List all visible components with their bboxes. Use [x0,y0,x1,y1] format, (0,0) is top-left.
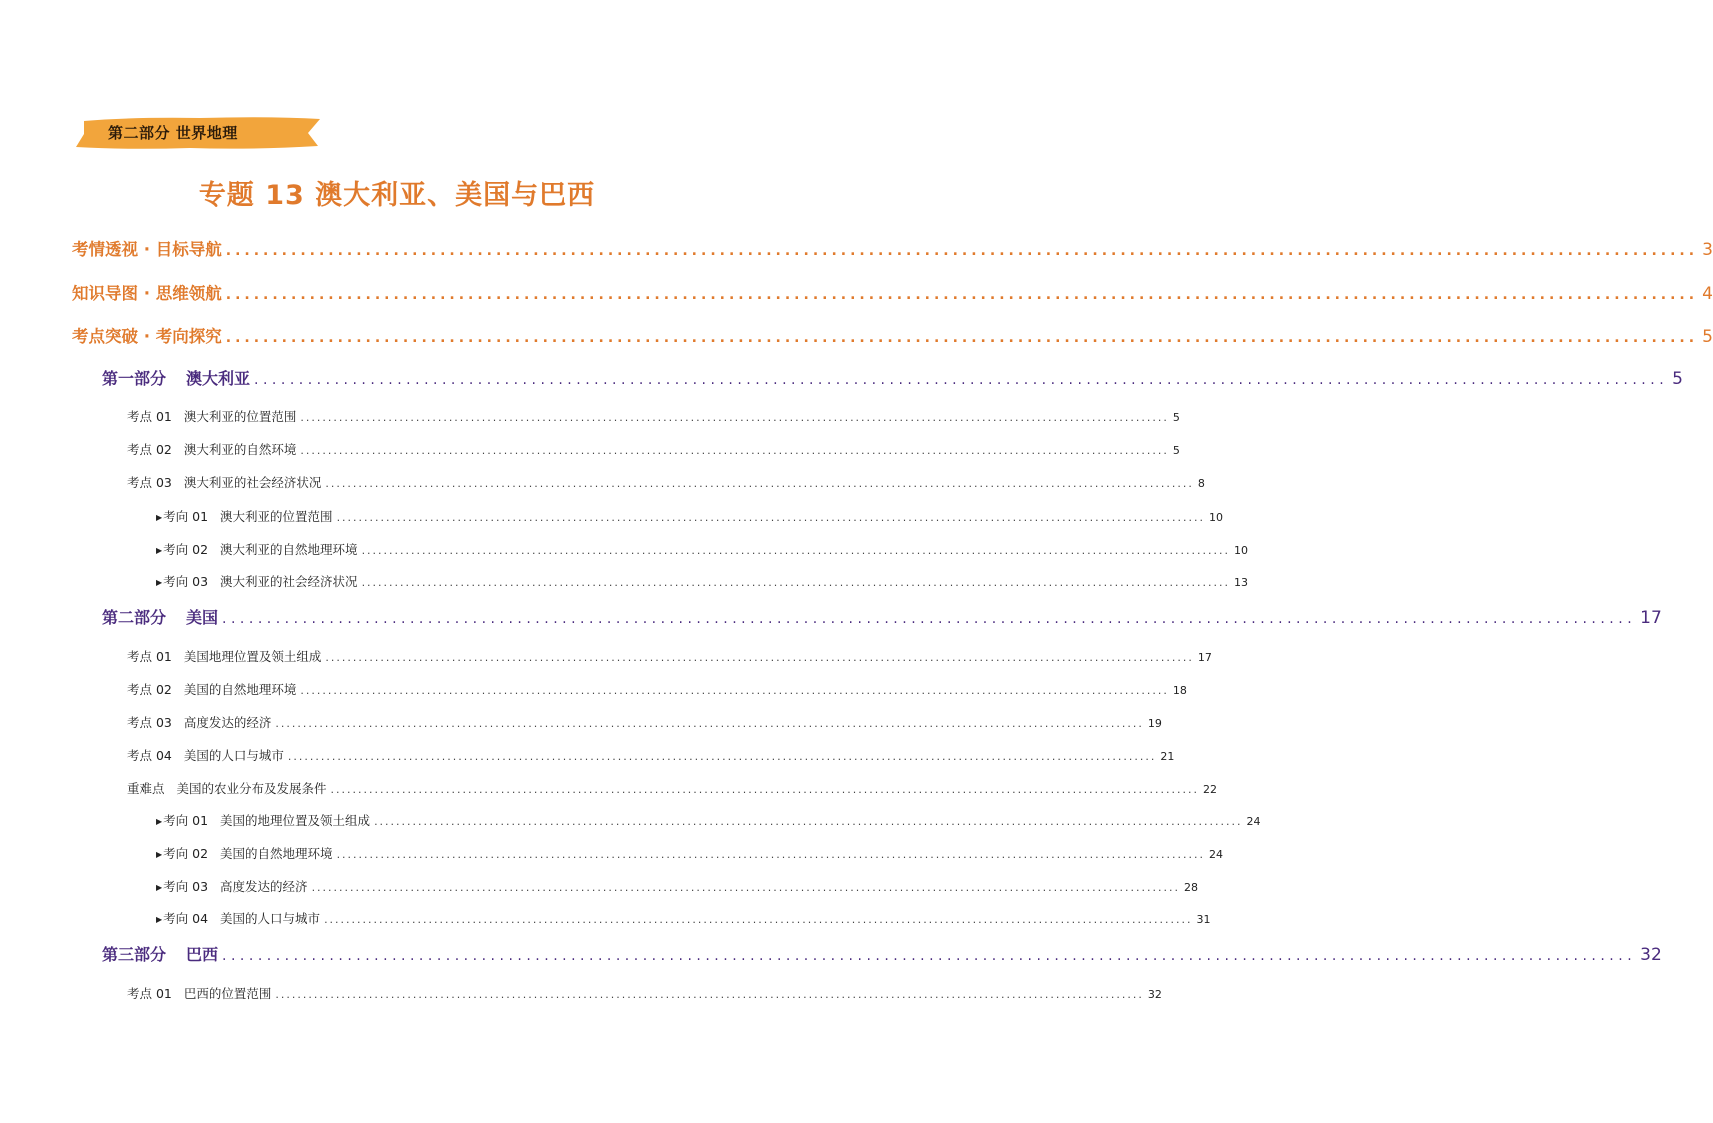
toc-leader-dots: .............................................................................................................................................................. [336,848,1206,861]
toc-entry-prefix: 考点 02 [127,442,172,457]
toc-entry-label [156,540,358,558]
toc-entry-text: 美国的人口与城市 [220,911,321,926]
toc-entry-label [156,909,320,927]
toc-entry-text: 澳大利亚的社会经济状况 [183,475,322,490]
toc-entry[interactable] [127,680,1187,698]
toc-page-number: 19 [1147,717,1162,730]
toc-entry-text: 美国的农业分布及发展条件 [176,781,327,796]
toc-entry-prefix: 考向 01 [163,509,209,524]
toc-page-number: 17 [1197,651,1212,664]
toc-leader-dots: .............................................................................................................................................................. [374,815,1243,828]
toc-entry-text: 澳大利亚 [186,369,251,388]
toc-entry-label [127,713,271,731]
toc-leader-dots: .............................................................................................................................................................. [311,881,1181,894]
toc-entry-prefix: 考点 01 [127,409,172,424]
toc-leader-dots: .............................................................................................................................................................. [300,684,1169,697]
toc-leader-dots: .............................................................................................................................................................. [361,576,1231,589]
bullet-triangle-icon: ▶ [156,883,163,892]
toc-entry-label [156,572,358,590]
toc-entry-prefix: 第二部分 [102,608,167,627]
toc-leader-dots: .............................................................................................................................................................. [225,287,1699,303]
toc-leader-dots: .............................................................................................................................................................. [336,511,1206,524]
toc-entry-label [127,440,296,458]
toc-entry-text: 美国的自然地理环境 [183,682,297,697]
toc-leader-dots: .............................................................................................................................................................. [325,651,1194,664]
toc-entry[interactable] [102,942,1662,965]
toc-entry[interactable] [156,507,1224,525]
toc-entry-prefix: 第三部分 [102,945,167,964]
bullet-triangle-icon: ▶ [156,578,163,587]
toc-entry-prefix: 考点 03 [127,715,172,730]
toc-page-number: 13 [1234,576,1249,589]
toc-page-number: 4 [1702,284,1713,304]
section-banner [70,115,322,151]
toc-entry-text: 美国的人口与城市 [183,748,284,763]
toc-entry-label [156,811,370,829]
toc-entry-label [127,407,296,425]
toc-entry[interactable] [156,909,1211,927]
toc-page-number: 24 [1246,815,1261,828]
toc-entry-label [127,680,296,698]
toc-entry-prefix: 考情透视 · 目标导航 [72,240,222,259]
bullet-triangle-icon: ▶ [156,850,163,859]
toc-page-number: 5 [1672,369,1683,389]
toc-leader-dots: .............................................................................................................................................................. [287,750,1157,763]
toc-entry-prefix: 考向 02 [163,846,209,861]
toc-entry-text: 澳大利亚的位置范围 [183,409,297,424]
toc-entry-prefix: 考点 04 [127,748,172,763]
toc-entry-prefix: 考向 02 [163,542,209,557]
toc-entry[interactable] [156,540,1249,558]
toc-leader-dots: .............................................................................................................................................................. [225,330,1699,346]
toc-entry-prefix: 考点 02 [127,682,172,697]
toc-entry-prefix: 考点 01 [127,986,172,1001]
bullet-triangle-icon: ▶ [156,546,163,555]
toc-entry[interactable] [127,407,1180,425]
toc-entry-prefix: 考向 03 [163,574,209,589]
toc-entry-label [127,647,321,665]
toc-page-number: 5 [1172,411,1180,424]
toc-page-number: 10 [1209,511,1224,524]
bullet-triangle-icon: ▶ [156,915,163,924]
toc-entry[interactable] [156,572,1249,590]
toc-page-number: 22 [1203,783,1217,796]
toc-entry-label [127,984,271,1002]
toc-leader-dots: .............................................................................................................................................................. [222,948,1637,964]
toc-entry[interactable] [72,236,1713,260]
toc-leader-dots: .............................................................................................................................................................. [330,783,1199,796]
toc-leader-dots: .............................................................................................................................................................. [222,611,1637,627]
toc-entry-text: 美国的自然地理环境 [220,846,333,861]
toc-entry-label [72,323,222,347]
toc-entry[interactable] [127,746,1175,764]
toc-entry-text: 美国的地理位置及领土组成 [220,813,371,828]
toc-entry-prefix: 考向 04 [163,911,209,926]
toc-entry[interactable] [127,779,1217,797]
toc-entry-label [156,844,333,862]
toc-page-number: 3 [1702,240,1713,260]
bullet-triangle-icon: ▶ [156,513,163,522]
toc-entry[interactable] [72,323,1713,347]
toc-entry-label [156,877,308,895]
toc-leader-dots: .............................................................................................................................................................. [275,717,1144,730]
toc-entry[interactable] [127,984,1162,1002]
toc-entry-label [72,280,222,304]
toc-leader-dots: .............................................................................................................................................................. [325,477,1194,490]
toc-entry[interactable] [127,647,1212,665]
toc-leader-dots: .............................................................................................................................................................. [324,913,1193,926]
toc-entry-label [156,507,333,525]
toc-entry[interactable] [72,280,1713,304]
toc-entry-text: 高度发达的经济 [220,879,308,894]
toc-entry-label [127,746,284,764]
toc-page-number: 24 [1209,848,1224,861]
toc-page-number: 32 [1147,988,1162,1001]
toc-leader-dots: .............................................................................................................................................................. [300,411,1169,424]
toc-entry-prefix: 第一部分 [102,369,167,388]
toc-entry-prefix: 考向 01 [163,813,209,828]
toc-page-number: 5 [1172,444,1180,457]
toc-entry[interactable] [127,473,1205,491]
toc-entry-text: 美国地理位置及领土组成 [183,649,322,664]
toc-entry-prefix: 知识导图 · 思维领航 [72,284,222,303]
toc-page-number: 17 [1640,608,1662,628]
toc-entry[interactable] [127,440,1180,458]
bullet-triangle-icon: ▶ [156,817,163,826]
toc-entry-text: 澳大利亚的位置范围 [220,509,333,524]
toc-entry-text: 澳大利亚的自然环境 [183,442,297,457]
toc-leader-dots: .............................................................................................................................................................. [275,988,1144,1001]
banner-label: 第二部分 世界地理 [108,124,238,142]
toc-entry-prefix: 考点突破 · 考向探究 [72,327,222,346]
toc-entry-text: 巴西 [186,945,219,964]
toc-page-number: 21 [1160,750,1175,763]
toc-entry-label [72,236,222,260]
toc-entry-label [127,473,321,491]
toc-page-number: 32 [1640,945,1662,965]
toc-entry[interactable] [156,811,1261,829]
toc-leader-dots: .............................................................................................................................................................. [225,243,1699,259]
toc-entry[interactable] [156,844,1224,862]
toc-entry[interactable] [102,366,1683,389]
toc-page-number: 28 [1184,881,1199,894]
toc-leader-dots: .............................................................................................................................................................. [300,444,1169,457]
toc-entry-label [102,366,250,389]
page-title: 专题 13 澳大利亚、美国与巴西 [198,180,596,211]
toc-entry-prefix: 考向 03 [163,879,209,894]
toc-entry-prefix: 重难点 [127,781,165,796]
toc-leader-dots: .............................................................................................................................................................. [254,372,1669,388]
toc-page-number: 31 [1196,913,1211,926]
toc-page-number: 5 [1702,327,1713,347]
toc-entry-prefix: 考点 01 [127,649,172,664]
toc-entry-text: 澳大利亚的自然地理环境 [220,542,358,557]
toc-entry-text: 美国 [186,608,219,627]
toc-page-number: 10 [1234,544,1249,557]
toc-page-number: 18 [1172,684,1187,697]
toc-entry[interactable] [127,713,1162,731]
toc-entry-text: 巴西的位置范围 [183,986,272,1001]
toc-entry-label [102,605,218,628]
toc-entry-text: 高度发达的经济 [183,715,272,730]
toc-entry-text: 澳大利亚的社会经济状况 [220,574,358,589]
toc-entry-prefix: 考点 03 [127,475,172,490]
toc-entry[interactable] [102,605,1662,628]
toc-entry-label [102,942,218,965]
toc-leader-dots: .............................................................................................................................................................. [361,544,1231,557]
toc-page-number: 8 [1197,477,1205,490]
toc-entry-label [127,779,327,797]
toc-entry[interactable] [156,877,1199,895]
